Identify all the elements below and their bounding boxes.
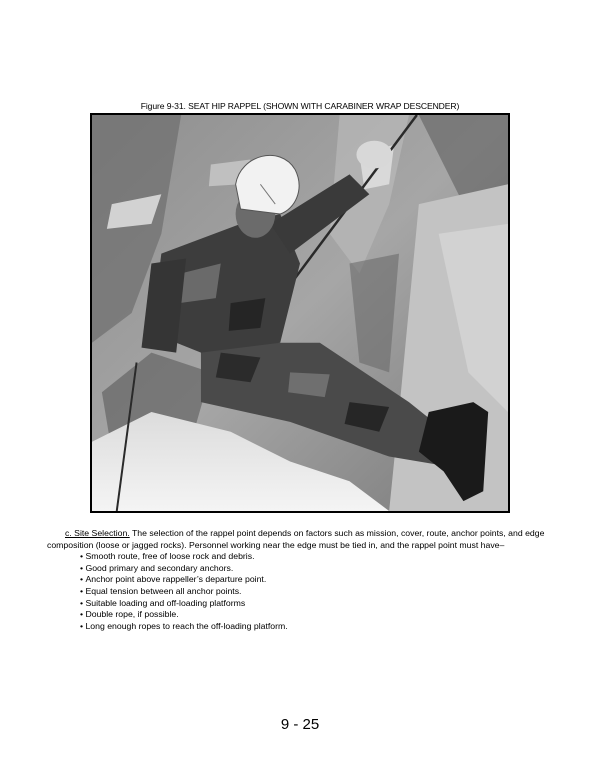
figure-caption: Figure 9-31. SEAT HIP RAPPEL (SHOWN WITH CARABINER WRAP DESCENDER) (140, 101, 460, 111)
list-item: • Smooth route, free of loose rock and debris. (80, 551, 552, 563)
site-selection-text: The selection of the rappel point depends on factors such as mission, cover, route, anchor points, and edge composition (loose or jagged rocks). Personnel working near the edge must be tied in, and the rappel point must have– (47, 528, 545, 550)
rappel-photo-illustration (92, 115, 508, 511)
site-selection-heading: c. Site Selection. (65, 528, 130, 538)
list-item: • Long enough ropes to reach the off-loading platform. (80, 621, 552, 633)
list-item: • Equal tension between all anchor points. (80, 586, 552, 598)
list-item: • Double rope, if possible. (80, 609, 552, 621)
site-selection-requirements-list (47, 551, 552, 632)
list-item: • Suitable loading and off-loading platforms (80, 598, 552, 610)
page-number: 9 - 25 (280, 716, 320, 733)
figure-photo-seat-hip-rappel (90, 113, 510, 513)
site-selection-paragraph (47, 528, 552, 551)
list-item: • Anchor point above rappeller’s departure point. (80, 574, 552, 586)
list-item: • Good primary and secondary anchors. (80, 563, 552, 575)
site-selection-section (47, 528, 552, 632)
